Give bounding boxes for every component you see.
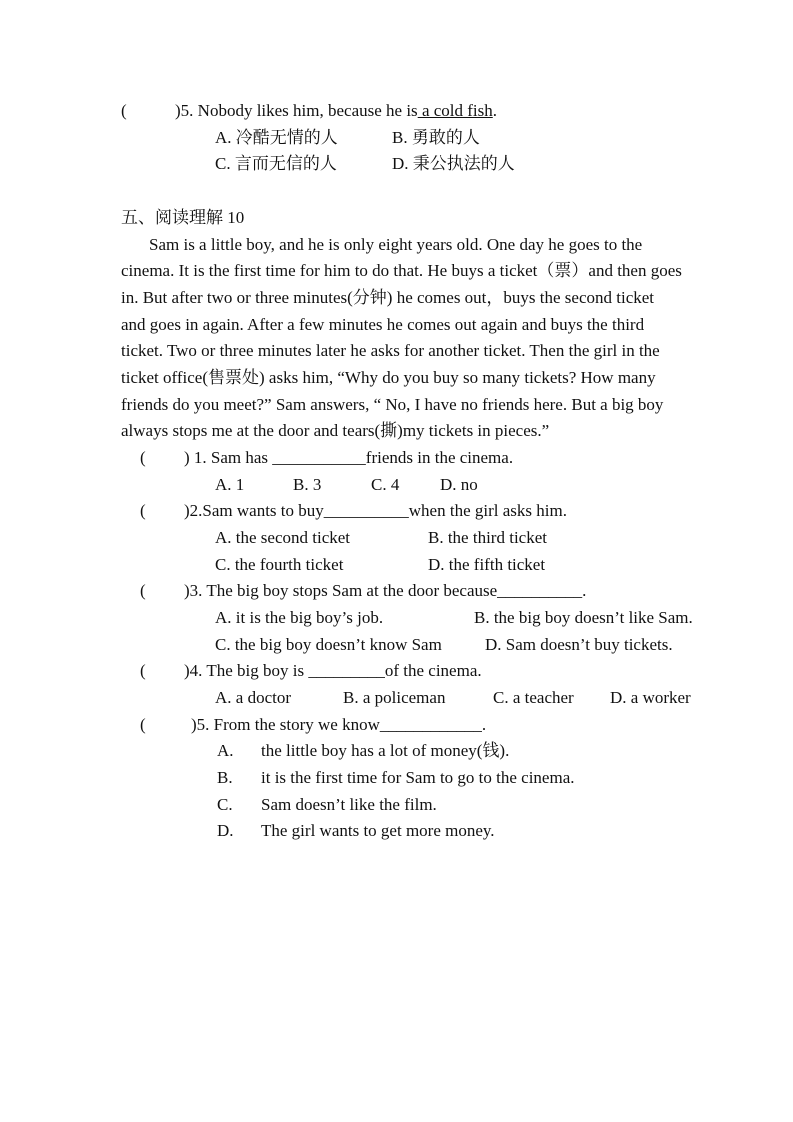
prev-q5-option-c: C. 言而无信的人 — [215, 154, 337, 173]
question-5-option-c-text: Sam doesn’t like the film. — [261, 795, 437, 814]
question-1-paren: ( — [140, 448, 146, 467]
passage-line: and goes in again. After a few minutes he comes out again and buys the third — [121, 315, 645, 334]
passage-line: cinema. It is the first time for him to do that. He buys a ticket（票）and then goes — [121, 261, 682, 280]
question-3-option-d: D. Sam doesn’t buy tickets. — [485, 635, 673, 654]
question-2-option-a: A. the second ticket — [215, 528, 351, 547]
question-3-option-b: B. the big boy doesn’t like Sam. — [474, 608, 693, 627]
question-5-option-b-letter: B. — [217, 768, 233, 787]
question-3-stem: )3. The big boy stops Sam at the door because__________. — [184, 581, 587, 600]
prev-q5-option-a: A. 冷酷无情的人 — [215, 128, 338, 147]
prev-q5-stem — [175, 100, 497, 122]
prev-q5-underlined-phrase: a cold fish — [417, 101, 493, 120]
passage-line: in. But after two or three minutes(分钟) he comes out，buys the second ticket — [121, 288, 655, 307]
question-2-stem: )2.Sam wants to buy__________when the girl asks him. — [184, 501, 567, 520]
prev-q5-stem-end: . — [492, 101, 498, 120]
question-5-option-a-letter: A. — [217, 741, 234, 760]
prev-q5-paren: ( — [121, 101, 127, 120]
question-1-option-a: A. 1 — [215, 475, 245, 494]
question-1-stem: ) 1. Sam has ___________friends in the cinema. — [184, 448, 514, 467]
section-title: 五、阅读理解 10 — [121, 208, 245, 227]
question-5-option-c-letter: C. — [217, 795, 233, 814]
question-2-option-d: D. the fifth ticket — [428, 555, 546, 574]
prev-q5-option-d: D. 秉公执法的人 — [392, 154, 515, 173]
question-5-option-d-letter: D. — [217, 821, 234, 840]
question-5-stem: )5. From the story we know____________. — [191, 715, 487, 734]
passage-line: ticket. Two or three minutes later he asks for another ticket. Then the girl in the — [121, 341, 660, 360]
question-4-option-a: A. a doctor — [215, 688, 292, 707]
question-3-paren: ( — [140, 581, 146, 600]
prev-q5-option-b: B. 勇敢的人 — [392, 128, 480, 147]
question-1-option-c: C. 4 — [371, 475, 400, 494]
question-5-option-d-text: The girl wants to get more money. — [261, 821, 495, 840]
question-1-option-b: B. 3 — [293, 475, 322, 494]
question-4-stem: )4. The big boy is _________of the cinema. — [184, 661, 482, 680]
question-5-option-a-text: the little boy has a lot of money(钱). — [261, 741, 510, 760]
question-4-paren: ( — [140, 661, 146, 680]
question-1-option-d: D. no — [440, 475, 478, 494]
question-5-paren: ( — [140, 715, 146, 734]
question-3-option-c: C. the big boy doesn’t know Sam — [215, 635, 442, 654]
question-2-option-c: C. the fourth ticket — [215, 555, 344, 574]
prev-q5-stem-text: )5. Nobody likes him, because he is — [175, 101, 418, 120]
passage-line: always stops me at the door and tears(撕)my tickets in pieces.” — [121, 421, 550, 440]
passage-line: friends do you meet?” Sam answers, “ No, I have no friends here. But a big boy — [121, 395, 664, 414]
question-4-option-c: C. a teacher — [493, 688, 574, 707]
question-2-paren: ( — [140, 501, 146, 520]
question-4-option-d: D. a worker — [610, 688, 691, 707]
passage-line: Sam is a little boy, and he is only eight years old. One day he goes to the — [149, 235, 643, 254]
question-5-option-b-text: it is the first time for Sam to go to the cinema. — [261, 768, 575, 787]
passage-line: ticket office(售票处) asks him, “Why do you buy so many tickets? How many — [121, 368, 656, 387]
question-4-option-b: B. a policeman — [343, 688, 446, 707]
question-2-option-b: B. the third ticket — [428, 528, 547, 547]
question-3-option-a: A. it is the big boy’s job. — [215, 608, 384, 627]
